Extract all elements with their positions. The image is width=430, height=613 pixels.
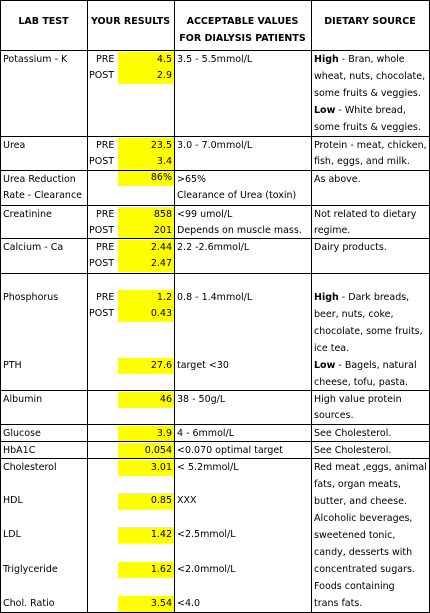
row-divider [0, 390, 430, 391]
header-your-results: YOUR RESULTS [90, 16, 171, 27]
hba1c-name: HbA1C [3, 445, 36, 456]
header-acceptable-values: ACCEPTABLE VALUES [186, 16, 299, 27]
row-divider [0, 458, 430, 459]
creatinine-post-value: 201 [153, 225, 172, 236]
hba1c-value: 0.054 [144, 445, 172, 456]
low-label: Low [314, 105, 336, 116]
pth-name: PTH [3, 360, 22, 371]
potassium-post-value: 2.9 [156, 70, 172, 81]
lipid-diet-line: candy, desserts with [314, 547, 413, 558]
creatinine-post-label: POST [89, 225, 115, 236]
phosphorus-acceptable: 0.8 - 1.4mmol/L [177, 292, 253, 303]
row-divider [0, 424, 430, 425]
pth-diet-line: cheese, tofu, pasta. [314, 377, 409, 388]
lipid-diet-line: fats, organ meats, [314, 479, 401, 490]
pth-value: 27.6 [150, 360, 172, 371]
ldl-name: LDL [3, 529, 21, 540]
potassium-post-label: POST [89, 70, 115, 81]
lipid-diet-line: trans fats. [314, 598, 363, 609]
col-divider [174, 0, 175, 613]
lipid-diet-line: Red meat ,eggs, animal [314, 462, 427, 473]
urea-reduction-acceptable-2: Clearance of Urea (toxin) [177, 190, 297, 201]
urea-acceptable: 3.0 - 7.0mmol/L [177, 140, 253, 151]
glucose-acceptable: 4 - 6mmol/L [177, 428, 235, 439]
header-acceptable-values-sub: FOR DIALYSIS PATIENTS [179, 33, 306, 44]
pth-acceptable: target <30 [177, 360, 229, 371]
phosphorus-diet-line [314, 292, 409, 304]
row-divider [0, 238, 430, 239]
glucose-diet: See Cholesterol. [314, 428, 392, 439]
creatinine-diet-line: regime. [314, 225, 351, 236]
albumin-name: Albumin [3, 394, 43, 405]
glucose-name: Glucose [3, 428, 41, 439]
header-dietary-source: DIETARY SOURCE [324, 16, 416, 27]
potassium-diet-line: wheat, nuts, chocolate, [314, 71, 426, 82]
row-divider [0, 205, 430, 206]
row-divider [0, 441, 430, 442]
albumin-acceptable: 38 - 50g/L [177, 394, 226, 405]
potassium-pre-value: 4.5 [156, 54, 172, 65]
row-divider [0, 0, 430, 1]
potassium-diet-line: some fruits & veggies. [314, 122, 421, 133]
calcium-diet: Dairy products. [314, 242, 387, 253]
triglyceride-acceptable: <2.0mmol/L [177, 564, 236, 575]
phosphorus-name: Phosphorus [3, 292, 59, 303]
urea-post-label: POST [89, 156, 115, 167]
urea-reduction-value: 86% [150, 172, 172, 183]
creatinine-acceptable-2: Depends on muscle mass. [177, 225, 302, 236]
high-label: High [314, 292, 339, 303]
albumin-diet-line: High value protein [314, 394, 402, 405]
albumin-diet-line: sources. [314, 410, 354, 421]
urea-reduction-name-2: Rate - Clearance [3, 190, 83, 201]
creatinine-name: Creatinine [3, 209, 52, 220]
row-divider [0, 136, 430, 137]
high-label: High [314, 54, 339, 65]
calcium-post-label: POST [89, 258, 115, 269]
ldl-acceptable: <2.5mmol/L [177, 529, 236, 540]
creatinine-diet-line: Not related to dietary [314, 209, 417, 220]
glucose-value: 3.9 [156, 428, 172, 439]
pth-diet-line [314, 360, 417, 372]
calcium-acceptable: 2.2 -2.6mmol/L [177, 242, 250, 253]
phosphorus-post-value: 0.43 [150, 308, 172, 319]
hdl-value: 0.85 [150, 495, 172, 506]
calcium-post-value: 2.47 [150, 258, 172, 269]
phosphorus-diet-line: ice tea. [314, 343, 350, 354]
chol-ratio-value: 3.54 [150, 598, 172, 609]
hdl-name: HDL [3, 495, 23, 506]
lipid-diet-line: sweetened tonic, [314, 530, 396, 541]
calcium-pre-value: 2.44 [150, 242, 172, 253]
cholesterol-acceptable: < 5.2mmol/L [177, 462, 239, 473]
potassium-acceptable: 3.5 - 5.5mmol/L [177, 54, 253, 65]
chol-ratio-acceptable: <4.0 [177, 598, 201, 609]
phosphorus-diet-line: beer, nuts, coke, [314, 309, 394, 320]
low-label: Low [314, 360, 336, 371]
cholesterol-name: Cholesterol [3, 462, 57, 473]
creatinine-pre-label: PRE [96, 209, 115, 220]
urea-post-value: 3.4 [156, 156, 172, 167]
diet-text: - Dark breads, [338, 292, 410, 303]
hdl-acceptable: XXX [177, 495, 197, 506]
hba1c-acceptable: <0.070 optimal target [177, 445, 284, 456]
phosphorus-post-label: POST [89, 308, 115, 319]
header-lab-test: LAB TEST [18, 16, 69, 27]
col-divider [0, 0, 1, 613]
potassium-pre-label: PRE [96, 54, 115, 65]
urea-diet-line: Protein - meat, chicken, [314, 140, 427, 151]
urea-name: Urea [3, 140, 26, 151]
urea-pre-label: PRE [96, 140, 115, 151]
row-divider [0, 170, 430, 171]
lipid-diet-line: Foods containing [314, 581, 395, 592]
col-divider [87, 0, 88, 613]
row-divider [0, 50, 430, 51]
diet-text: - White bread, [335, 105, 406, 116]
urea-reduction-acceptable: >65% [177, 174, 207, 185]
lipid-diet-line: concentrated sugars. [314, 564, 415, 575]
phosphorus-pre-label: PRE [96, 292, 115, 303]
triglyceride-name: Triglyceride [3, 564, 58, 575]
creatinine-pre-value: 858 [153, 209, 172, 220]
lipid-diet-line: Alcoholic beverages, [314, 513, 413, 524]
albumin-value: 46 [159, 394, 172, 405]
chol-ratio-name: Chol. Ratio [3, 598, 55, 609]
ldl-value: 1.42 [150, 529, 172, 540]
hba1c-diet: See Cholesterol. [314, 445, 392, 456]
urea-reduction-name: Urea Reduction [3, 174, 76, 185]
potassium-diet-line [314, 105, 406, 117]
diet-text: - Bagels, natural [335, 360, 417, 371]
cholesterol-value: 3.01 [150, 462, 172, 473]
phosphorus-pre-value: 1.2 [156, 292, 172, 303]
row-divider [0, 273, 430, 274]
phosphorus-diet-line: chocolate, some fruits, [314, 326, 423, 337]
urea-diet-line: fish, eggs, and milk. [314, 156, 410, 167]
potassium-diet-line [314, 54, 405, 66]
diet-text: - Bran, whole [338, 54, 405, 65]
potassium-name: Potassium - K [3, 54, 68, 65]
calcium-name: Calcium - Ca [3, 242, 64, 253]
urea-reduction-diet: As above. [314, 174, 361, 185]
col-divider [311, 0, 312, 613]
urea-pre-value: 23.5 [150, 140, 172, 151]
potassium-diet-line: some fruits & veggies. [314, 88, 421, 99]
lipid-diet-line: butter, and cheese. [314, 496, 407, 507]
triglyceride-value: 1.62 [150, 564, 172, 575]
creatinine-acceptable: <99 umol/L [177, 209, 233, 220]
calcium-pre-label: PRE [96, 242, 115, 253]
